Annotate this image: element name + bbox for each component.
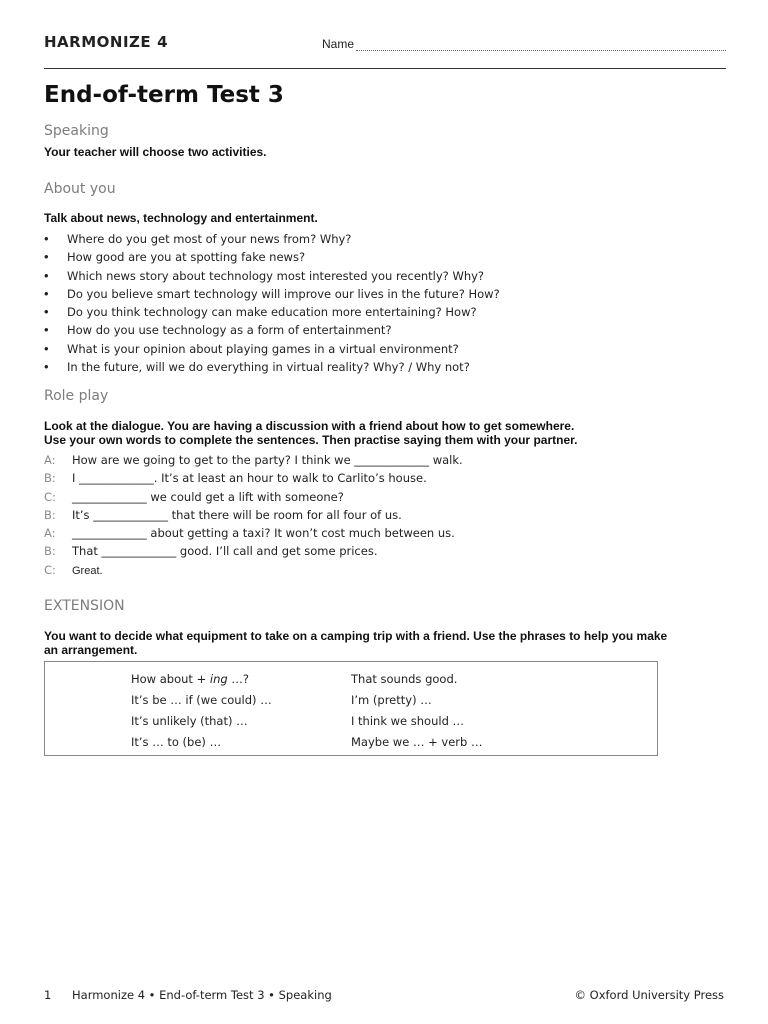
speaker-label: B: bbox=[44, 471, 56, 486]
question-text: How do you use technology as a form of entertainment? bbox=[67, 323, 392, 338]
phrase-item: I think we should … bbox=[351, 714, 465, 728]
about-you-heading: About you bbox=[44, 181, 116, 197]
brand-level: 4 bbox=[157, 33, 169, 51]
page-title: End-of-term Test 3 bbox=[44, 82, 284, 108]
role-play-dialogue bbox=[44, 451, 463, 579]
phrase-item: It’s … to (be) … bbox=[131, 735, 222, 749]
bullet-icon: • bbox=[44, 322, 49, 338]
dialogue-line bbox=[44, 488, 463, 506]
copyright-notice: © Oxford University Press bbox=[574, 988, 724, 1002]
list-item bbox=[44, 267, 500, 285]
phrase-item: It’s unlikely (that) … bbox=[131, 714, 248, 728]
bullet-icon: • bbox=[44, 249, 49, 265]
extension-instruction-line1: You want to decide what equipment to take on a camping trip with a friend. Use the phrases to help you make bbox=[44, 629, 668, 643]
speaking-instruction: Your teacher will choose two activities. bbox=[44, 145, 267, 159]
list-item bbox=[44, 285, 500, 303]
dialogue-text: I _____________. It’s at least an hour to walk to Carlito’s house. bbox=[72, 471, 427, 486]
list-item bbox=[44, 358, 500, 376]
bullet-icon: • bbox=[44, 267, 49, 283]
phrase-item: How about + ing …? bbox=[131, 672, 249, 686]
list-item bbox=[44, 248, 500, 266]
question-text: Where do you get most of your news from? Why? bbox=[67, 232, 352, 246]
dialogue-line bbox=[44, 469, 463, 487]
role-play-heading: Role play bbox=[44, 388, 109, 404]
phrase-item: That sounds good. bbox=[351, 672, 458, 686]
dialogue-line bbox=[44, 451, 463, 469]
phrase-item: It’s be … if (we could) … bbox=[131, 693, 272, 707]
dialogue-text: _____________ about getting a taxi? It won’t cost much between us. bbox=[72, 526, 455, 541]
phrase-item: I’m (pretty) … bbox=[351, 693, 432, 707]
bullet-icon: • bbox=[44, 359, 49, 375]
dialogue-text: Great. bbox=[72, 564, 103, 577]
question-text: How good are you at spotting fake news? bbox=[67, 250, 306, 265]
about-you-question-list bbox=[44, 230, 500, 376]
about-you-instruction: Talk about news, technology and entertainment. bbox=[44, 211, 318, 225]
speaker-label: C: bbox=[44, 562, 56, 577]
bullet-icon: • bbox=[44, 304, 49, 320]
list-item bbox=[44, 321, 500, 339]
question-text: Do you believe smart technology will improve our lives in the future? How? bbox=[67, 286, 500, 301]
list-item bbox=[44, 230, 500, 248]
role-play-instruction-line2: Use your own words to complete the sentences. Then practise saying them with your partner. bbox=[44, 433, 578, 447]
question-text: What is your opinion about playing games in a virtual environment? bbox=[67, 341, 459, 356]
list-item bbox=[44, 340, 500, 358]
phrase-column-right bbox=[351, 670, 482, 754]
dialogue-line bbox=[44, 524, 463, 542]
header-divider bbox=[44, 68, 726, 69]
speaker-label: C: bbox=[44, 489, 56, 504]
dialogue-text: _____________ we could get a lift with someone? bbox=[72, 489, 344, 504]
bullet-icon: • bbox=[44, 340, 49, 356]
list-item bbox=[44, 303, 500, 321]
page-number: 1 bbox=[44, 988, 52, 1002]
speaker-label: A: bbox=[44, 453, 56, 467]
dialogue-line bbox=[44, 542, 463, 560]
speaker-label: B: bbox=[44, 507, 56, 522]
bullet-icon: • bbox=[44, 285, 49, 301]
question-text: Which news story about technology most interested you recently? Why? bbox=[67, 268, 485, 283]
dialogue-text: How are we going to get to the party? I think we _____________ walk. bbox=[72, 453, 463, 467]
role-play-instruction-line1: Look at the dialogue. You are having a discussion with a friend about how to get somewhere. bbox=[44, 419, 575, 433]
bullet-icon: • bbox=[44, 231, 49, 246]
phrase-item: Maybe we … + verb … bbox=[351, 735, 483, 749]
speaker-label: B: bbox=[44, 544, 56, 559]
dialogue-line bbox=[44, 506, 463, 524]
brand-logo bbox=[44, 33, 168, 51]
name-field[interactable] bbox=[356, 50, 726, 51]
name-label: Name bbox=[322, 37, 355, 51]
dialogue-text: That _____________ good. I’ll call and get some prices. bbox=[72, 544, 378, 559]
question-text: In the future, will we do everything in virtual reality? Why? / Why not? bbox=[67, 360, 470, 375]
dialogue-text: It’s _____________ that there will be room for all four of us. bbox=[72, 507, 402, 522]
brand-name: HARMONIZE bbox=[44, 33, 152, 51]
phrase-column-left bbox=[131, 670, 272, 754]
question-text: Do you think technology can make education more entertaining? How? bbox=[67, 305, 477, 320]
phrase-box bbox=[44, 661, 658, 756]
speaker-label: A: bbox=[44, 526, 56, 541]
speaking-heading: Speaking bbox=[44, 123, 109, 139]
extension-heading: EXTENSION bbox=[44, 598, 125, 614]
footer-title: Harmonize 4 • End-of-term Test 3 • Speaking bbox=[72, 988, 332, 1002]
dialogue-line bbox=[44, 561, 463, 579]
extension-instruction-line2: an arrangement. bbox=[44, 643, 138, 657]
